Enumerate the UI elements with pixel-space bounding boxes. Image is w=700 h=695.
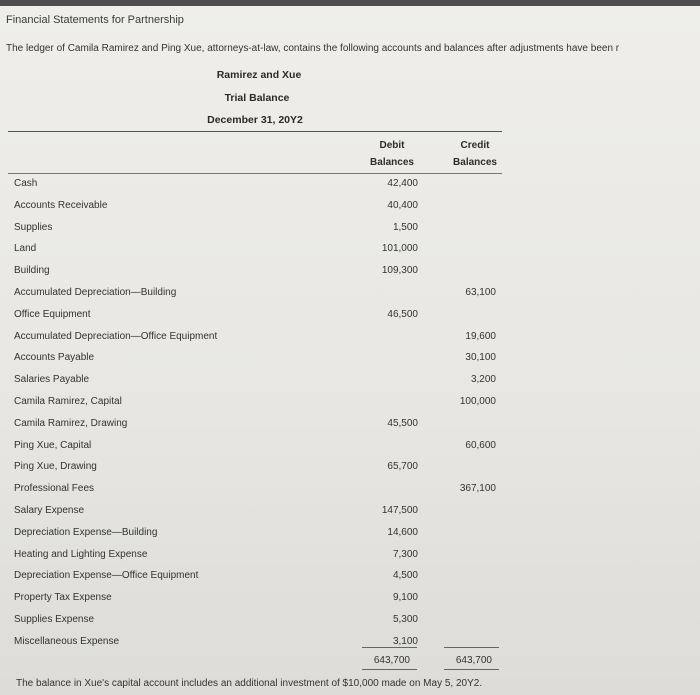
credit-total-double-rule (444, 669, 499, 670)
debit-amount: 65,700 (387, 461, 418, 472)
credit-amount: 3,200 (470, 374, 496, 385)
account-name: Office Equipment (14, 309, 91, 320)
account-name: Accounts Receivable (14, 200, 108, 211)
debit-amount: 40,400 (387, 200, 418, 211)
top-bar (0, 0, 700, 6)
debit-total: 643,700 (373, 655, 410, 666)
statement-date: December 31, 20Y2 (207, 114, 303, 126)
account-name: Ping Xue, Drawing (14, 461, 97, 472)
footer-note: The balance in Xue's capital account includes an additional investment of $10,000 made on May 5, 20Y2. (16, 678, 483, 689)
credit-amount: 100,000 (459, 396, 496, 407)
debit-amount: 1,500 (392, 222, 418, 233)
header-rule (8, 131, 502, 132)
credit-amount: 30,100 (465, 352, 496, 363)
account-name: Camila Ramirez, Capital (14, 396, 122, 407)
debit-amount: 101,000 (381, 243, 418, 254)
debit-amount: 42,400 (387, 178, 418, 189)
debit-header-line1: Debit (379, 140, 405, 151)
account-name: Depreciation Expense—Building (14, 527, 158, 538)
debit-amount: 3,100 (392, 636, 418, 647)
account-name: Building (14, 265, 50, 276)
credit-amount: 19,600 (465, 331, 496, 342)
account-name: Cash (14, 178, 38, 189)
account-name: Salary Expense (14, 505, 85, 516)
credit-header-line2: Balances (453, 157, 497, 168)
account-name: Depreciation Expense—Office Equipment (14, 570, 199, 581)
account-name: Property Tax Expense (14, 592, 112, 603)
account-name: Professional Fees (14, 483, 95, 494)
account-name: Salaries Payable (14, 374, 90, 385)
credit-total: 643,700 (455, 655, 492, 666)
debit-header-line2: Balances (370, 157, 414, 168)
account-name: Heating and Lighting Expense (14, 549, 148, 560)
account-name: Supplies Expense (14, 614, 95, 625)
account-name: Accumulated Depreciation—Building (14, 287, 177, 298)
debit-total-double-rule (362, 669, 417, 670)
debit-amount: 14,600 (387, 527, 418, 538)
account-name: Land (14, 243, 37, 254)
account-name: Accumulated Depreciation—Office Equipment (14, 331, 218, 342)
debit-amount: 5,300 (392, 614, 418, 625)
page-title: Financial Statements for Partnership (6, 14, 184, 26)
debit-amount: 147,500 (381, 505, 418, 516)
credit-amount: 367,100 (459, 483, 496, 494)
intro-text: The ledger of Camila Ramirez and Ping Xue, attorneys-at-law, contains the following accounts and balances after adjustments have been r (6, 43, 620, 54)
debit-column-header (357, 137, 427, 171)
company-name: Ramirez and Xue (216, 69, 302, 81)
account-name: Ping Xue, Capital (14, 440, 92, 451)
debit-amount: 109,300 (381, 265, 418, 276)
account-name: Supplies (14, 222, 53, 233)
account-name: Miscellaneous Expense (14, 636, 120, 647)
column-header-rule (8, 173, 502, 174)
credit-column-header (440, 137, 510, 171)
credit-amount: 63,100 (465, 287, 496, 298)
credit-amount: 60,600 (465, 440, 496, 451)
debit-total-rule (362, 647, 417, 648)
debit-amount: 4,500 (392, 570, 418, 581)
statement-name: Trial Balance (224, 92, 290, 104)
debit-amount: 7,300 (392, 549, 418, 560)
debit-amount: 45,500 (387, 418, 418, 429)
debit-amount: 46,500 (387, 309, 418, 320)
account-name: Camila Ramirez, Drawing (14, 418, 128, 429)
credit-total-rule (444, 647, 499, 648)
credit-header-line1: Credit (460, 140, 490, 151)
debit-amount: 9,100 (392, 592, 418, 603)
account-name: Accounts Payable (14, 352, 95, 363)
